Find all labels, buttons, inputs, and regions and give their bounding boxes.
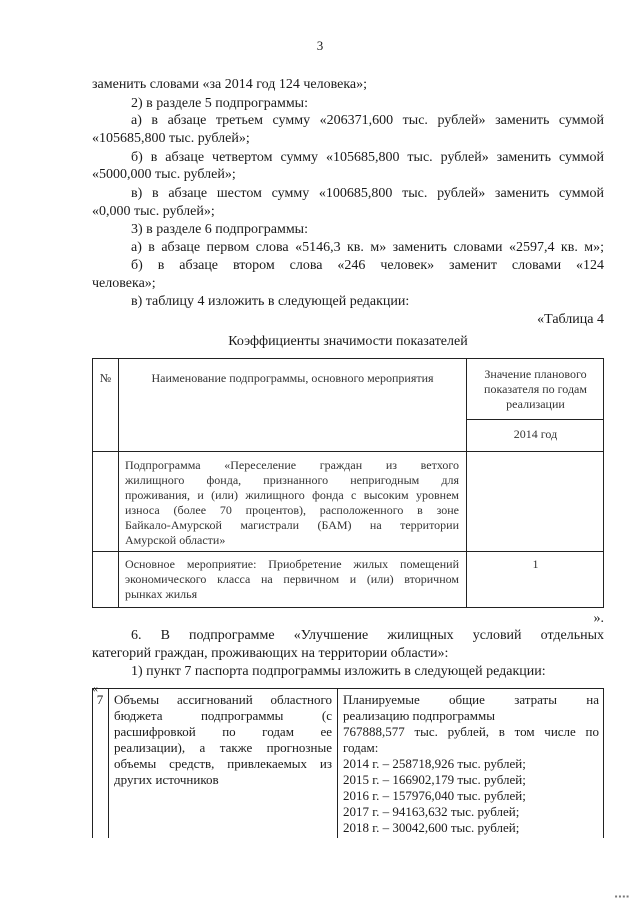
paragraph-line: в) таблицу 4 изложить в следующей редакции: (131, 294, 410, 309)
year-amount: 2017 г. – 94163,632 тыс. рублей; (343, 804, 520, 819)
row-value: 1 (532, 557, 539, 571)
table-row-subprogram: Подпрограмма «Переселение граждан из ветхого жилищного фонда, признанного непригодным для проживания, и (или) жилищного фонда с высоким уровнем износа (более 70 процентов), расположенного в зоне Байкало-Амурской магистрали (БАМ) на территории Амурской области» (125, 458, 459, 547)
passport-left-cell: Объемы ассигнований областного бюджета подпрограммы (с расшифровкой по годам ее реализации), а также прогнозные объемы средств, привлекаемых из других источников (114, 692, 332, 787)
paragraph-line: б) в абзаце четвертом сумму «105685,800 тыс. рублей» заменить суммой (131, 150, 604, 165)
header-year: 2014 год (513, 427, 558, 441)
paragraph-line: в) в абзаце шестом сумму «100685,800 тыс. рублей» заменить суммой (131, 186, 604, 201)
paragraph-line: «105685,800 тыс. рублей»; (92, 131, 250, 146)
header-value: Значение планового показателя по годам реализации (484, 367, 587, 411)
open-quote: « (92, 681, 98, 695)
row-number: 7 (96, 692, 104, 707)
paragraph-line: человека»; (92, 276, 156, 291)
year-amount: 2014 г. – 258718,926 тыс. рублей; (343, 756, 526, 771)
table-title: Коэффициенты значимости показателей (228, 334, 468, 349)
passport-table (92, 688, 604, 838)
paragraph-line: 1) пункт 7 паспорта подпрограммы изложить в следующей редакции: (131, 664, 546, 679)
paragraph-line: заменить словами «за 2014 год 124 человека»; (92, 77, 368, 92)
header-number: № (99, 371, 112, 385)
paragraph-line: а) в абзаце первом слова «5146,3 кв. м» заменить словами «2597,4 кв. м»; (131, 240, 604, 255)
closing-quote: ». (593, 611, 604, 626)
page-number: 3 (316, 38, 324, 53)
paragraph-line: 6. В подпрограмме «Улучшение жилищных условий отдельных (131, 628, 604, 643)
paragraph-line: «5000,000 тыс. рублей»; (92, 167, 236, 182)
year-amount: 2018 г. – 30042,600 тыс. рублей; (343, 820, 520, 835)
table-label: «Таблица 4 (537, 312, 604, 327)
paragraph-line: «0,000 тыс. рублей»; (92, 204, 215, 219)
year-amount: 2016 г. – 157976,040 тыс. рублей; (343, 788, 526, 803)
header-name: Наименование подпрограммы, основного мероприятия (151, 371, 434, 385)
paragraph-line: а) в абзаце третьем сумму «206371,600 тыс. рублей» заменить суммой (131, 113, 604, 128)
coefficients-table (92, 358, 604, 608)
paragraph-line: 2) в разделе 5 подпрограммы: (131, 96, 308, 111)
paragraph-line: категорий граждан, проживающих на территории области»: (92, 646, 449, 661)
year-amount: 2015 г. – 166902,179 тыс. рублей; (343, 772, 526, 787)
table-row-main-activity: Основное мероприятие: Приобретение жилых помещений экономического класса на первичном и (или) вторичном рынках жилья (125, 557, 459, 601)
paragraph-line: б) в абзаце втором слова «246 человек» заменит словами «124 (131, 258, 604, 273)
corner-mark: ▪▪▪▪ (614, 892, 630, 901)
paragraph-line: 3) в разделе 6 подпрограммы: (131, 222, 308, 237)
passport-right-cell: Планируемые общие затраты на реализацию подпрограммы 767888,577 тыс. рублей, в том числе по годам: 2014 г. – 258718,926 тыс. рублей; 2015 г. – 166902,179 тыс. рублей; 2016 г. – 157976,040 тыс. рублей; 2017 г. – 94163,632 тыс. рублей; 2018 г. – 30042,600 тыс. рублей; (343, 692, 599, 835)
